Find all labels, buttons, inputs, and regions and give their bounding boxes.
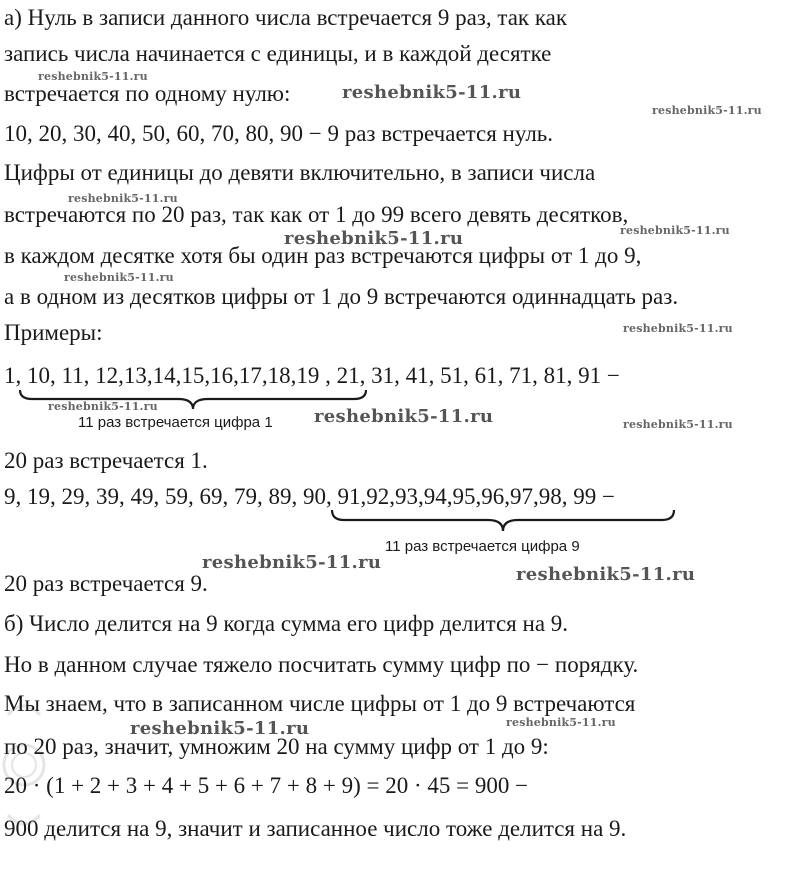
example-line-1: 1, 10, 11, 12,13,14,15,16,17,18,19 , 21, 31, 41, 51, 61, 71, 81, 91 − [4,363,620,388]
text-line-6: встречаются по 20 раз, так как от 1 до 99 всего девять десятков, [4,202,629,227]
text-line-9: Примеры: [4,320,103,345]
seal-mark [2,695,46,835]
text-line-2: запись числа начинается с единицы, и в каждой десятке [4,41,552,66]
watermark: reshebnik5-11.ru [68,192,178,205]
text-line-15: Но в данном случае тяжело посчитать сумму цифр по − порядку. [4,652,639,677]
watermark: reshebnik5-11.ru [48,400,158,413]
text-line-8: а в одном из десятков цифры от 1 до 9 встречаются одиннадцать раз. [4,284,679,309]
text-line-11: 20 раз встречается 1. [4,448,208,473]
watermark: reshebnik5-11.ru [202,552,382,573]
text-line-13: 20 раз встречается 9. [4,571,208,596]
text-line-19: 900 делится на 9, значит и записанное число тоже делится на 9. [4,816,627,841]
watermark: reshebnik5-11.ru [38,70,148,83]
text-line-5: Цифры от единицы до девяти включительно, в записи числа [4,160,596,185]
text-line-1: а) Нуль в записи данного числа встречается 9 раз, так как [4,5,568,30]
watermark: reshebnik5-11.ru [516,564,696,585]
watermark: reshebnik5-11.ru [342,82,522,103]
text-line-14: б) Число делится на 9 когда сумма его цифр делится на 9. [4,611,569,636]
brace-label-1: 11 раз встречается цифра 1 [78,414,273,431]
underbrace-2 [330,508,676,534]
watermark: reshebnik5-11.ru [620,224,730,237]
example-line-2: 9, 19, 29, 39, 49, 59, 69, 79, 89, 90, 91,92,93,94,95,96,97,98, 99 − [4,484,615,509]
text-line-4: 10, 20, 30, 40, 50, 60, 70, 80, 90 − 9 раз встречается нуль. [4,121,554,146]
watermark: reshebnik5-11.ru [314,406,494,427]
text-line-16: Мы знаем, что в записанном числе цифры от 1 до 9 встречаются [4,691,636,716]
watermark: reshebnik5-11.ru [506,716,616,729]
brace-label-2: 11 раз встречается цифра 9 [385,538,580,555]
text-line-17: по 20 раз, значит, умножим 20 на сумму цифр от 1 до 9: [4,734,549,759]
watermark: reshebnik5-11.ru [284,228,464,249]
equation-line: 20 · (1 + 2 + 3 + 4 + 5 + 6 + 7 + 8 + 9) = 20 · 45 = 900 − [4,773,529,798]
watermark: reshebnik5-11.ru [64,271,174,284]
watermark: reshebnik5-11.ru [130,718,310,739]
text-line-7: в каждом десятке хотя бы один раз встречаются цифры от 1 до 9, [4,243,642,268]
watermark: reshebnik5-11.ru [623,322,733,335]
watermark: reshebnik5-11.ru [623,418,733,431]
text-line-3: встречается по одному нулю: [4,81,291,106]
watermark: reshebnik5-11.ru [652,104,762,117]
